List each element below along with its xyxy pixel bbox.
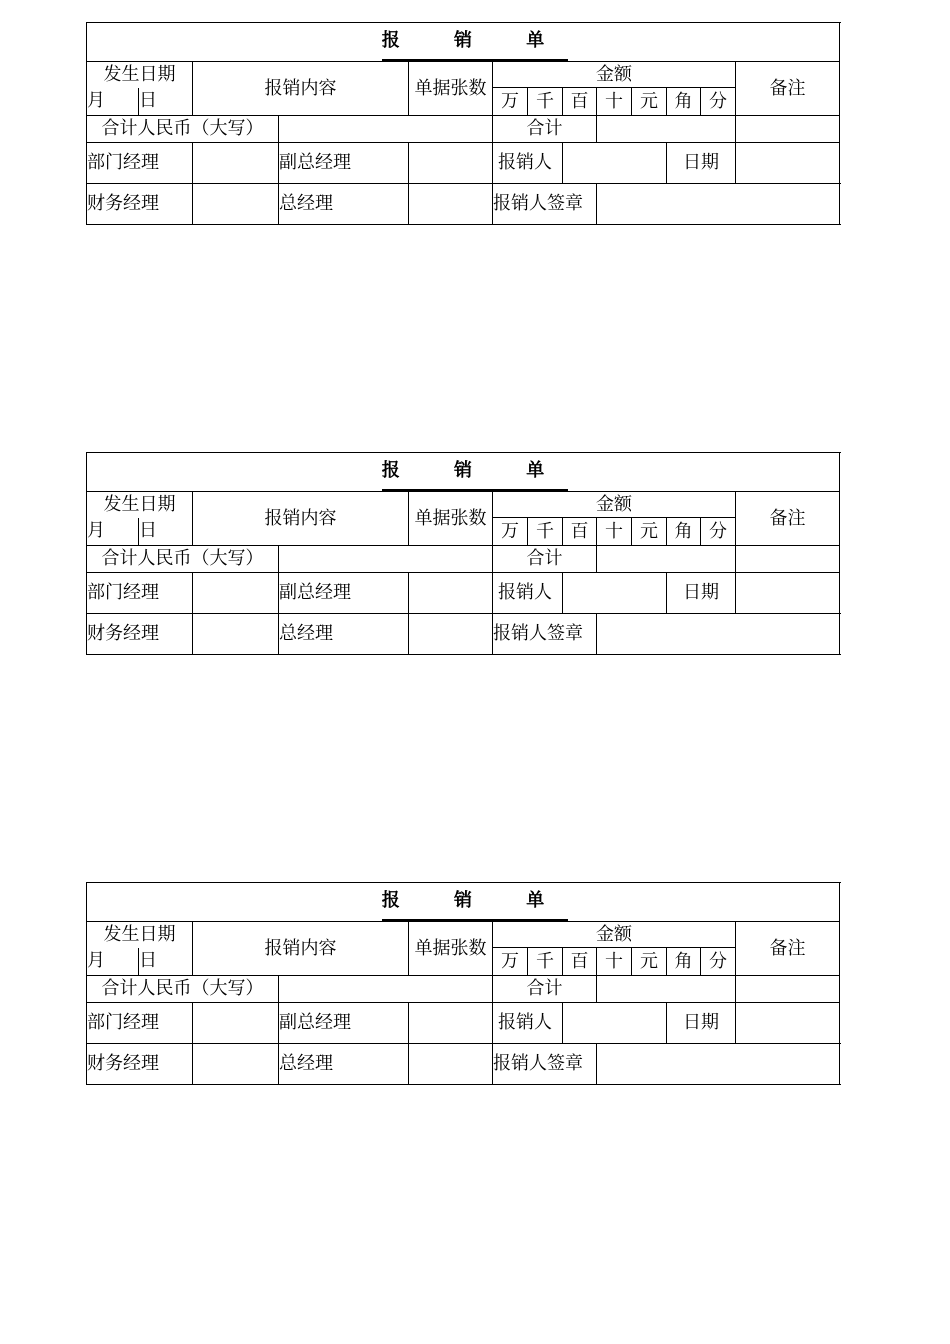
occurrence-date-header: 发生日期 bbox=[87, 62, 193, 88]
amount-header: 金额 bbox=[493, 62, 736, 88]
expense-form bbox=[86, 452, 839, 655]
dept-manager-field[interactable] bbox=[193, 143, 279, 184]
claimant-label: 报销人 bbox=[493, 1003, 563, 1044]
claimant-label: 报销人 bbox=[493, 143, 563, 184]
digit-yuan-header: 元 bbox=[632, 518, 667, 546]
receipts-header: 单据张数 bbox=[409, 922, 493, 976]
total-rmb-label: 合计人民币（大写） bbox=[87, 116, 279, 143]
remark-header: 备注 bbox=[736, 62, 840, 116]
month-header: 月 bbox=[87, 518, 139, 546]
digit-bai-header: 百 bbox=[563, 948, 597, 976]
form-title: 报 销 单 bbox=[87, 453, 840, 492]
finance-manager-label: 财务经理 bbox=[87, 614, 193, 655]
date-label: 日期 bbox=[667, 573, 736, 614]
month-header: 月 bbox=[87, 948, 139, 976]
expense-table bbox=[86, 22, 840, 225]
expense-table bbox=[86, 452, 840, 655]
digit-wan-header: 万 bbox=[493, 948, 528, 976]
total-label: 合计 bbox=[493, 976, 597, 1003]
finance-manager-label: 财务经理 bbox=[87, 1044, 193, 1085]
digit-wan-header: 万 bbox=[493, 88, 528, 116]
form-title: 报 销 单 bbox=[87, 23, 840, 62]
total-rmb-field[interactable] bbox=[279, 546, 493, 573]
date-label: 日期 bbox=[667, 143, 736, 184]
claimant-signature-field[interactable] bbox=[597, 1044, 840, 1085]
deputy-gm-field[interactable] bbox=[409, 143, 493, 184]
deputy-gm-label: 副总经理 bbox=[279, 1003, 409, 1044]
deputy-gm-label: 副总经理 bbox=[279, 143, 409, 184]
expense-form bbox=[86, 22, 839, 225]
dept-manager-field[interactable] bbox=[193, 1003, 279, 1044]
remark-header: 备注 bbox=[736, 492, 840, 546]
expense-table bbox=[86, 882, 840, 1085]
remark-header: 备注 bbox=[736, 922, 840, 976]
digit-qian-header: 千 bbox=[528, 88, 563, 116]
day-header: 日 bbox=[139, 948, 193, 976]
general-manager-label: 总经理 bbox=[279, 614, 409, 655]
form-title: 报 销 单 bbox=[87, 883, 840, 922]
general-manager-field[interactable] bbox=[409, 1044, 493, 1085]
digit-jiao-header: 角 bbox=[667, 518, 701, 546]
digit-qian-header: 千 bbox=[528, 518, 563, 546]
date-field[interactable] bbox=[736, 1003, 840, 1044]
dept-manager-label: 部门经理 bbox=[87, 573, 193, 614]
digit-wan-header: 万 bbox=[493, 518, 528, 546]
claimant-field[interactable] bbox=[563, 1003, 667, 1044]
digit-jiao-header: 角 bbox=[667, 948, 701, 976]
receipts-header: 单据张数 bbox=[409, 62, 493, 116]
expense-form bbox=[86, 882, 839, 1085]
digit-shi-header: 十 bbox=[597, 948, 632, 976]
date-field[interactable] bbox=[736, 573, 840, 614]
claimant-signature-field[interactable] bbox=[597, 614, 840, 655]
total-rmb-label: 合计人民币（大写） bbox=[87, 976, 279, 1003]
total-rmb-label: 合计人民币（大写） bbox=[87, 546, 279, 573]
content-header: 报销内容 bbox=[193, 922, 409, 976]
total-label: 合计 bbox=[493, 546, 597, 573]
claimant-signature-field[interactable] bbox=[597, 184, 840, 225]
deputy-gm-field[interactable] bbox=[409, 1003, 493, 1044]
digit-bai-header: 百 bbox=[563, 518, 597, 546]
digit-fen-header: 分 bbox=[701, 88, 736, 116]
digit-shi-header: 十 bbox=[597, 518, 632, 546]
occurrence-date-header: 发生日期 bbox=[87, 922, 193, 948]
digit-bai-header: 百 bbox=[563, 88, 597, 116]
receipts-header: 单据张数 bbox=[409, 492, 493, 546]
claimant-signature-label: 报销人签章 bbox=[493, 184, 597, 225]
day-header: 日 bbox=[139, 88, 193, 116]
total-label: 合计 bbox=[493, 116, 597, 143]
deputy-gm-field[interactable] bbox=[409, 573, 493, 614]
digit-yuan-header: 元 bbox=[632, 88, 667, 116]
day-header: 日 bbox=[139, 518, 193, 546]
dept-manager-field[interactable] bbox=[193, 573, 279, 614]
digit-shi-header: 十 bbox=[597, 88, 632, 116]
claimant-field[interactable] bbox=[563, 573, 667, 614]
amount-header: 金额 bbox=[493, 492, 736, 518]
occurrence-date-header: 发生日期 bbox=[87, 492, 193, 518]
month-header: 月 bbox=[87, 88, 139, 116]
digit-fen-header: 分 bbox=[701, 518, 736, 546]
finance-manager-field[interactable] bbox=[193, 1044, 279, 1085]
content-header: 报销内容 bbox=[193, 492, 409, 546]
claimant-signature-label: 报销人签章 bbox=[493, 614, 597, 655]
general-manager-field[interactable] bbox=[409, 614, 493, 655]
total-field[interactable] bbox=[597, 976, 736, 1003]
total-field[interactable] bbox=[597, 546, 736, 573]
content-header: 报销内容 bbox=[193, 62, 409, 116]
digit-fen-header: 分 bbox=[701, 948, 736, 976]
digit-jiao-header: 角 bbox=[667, 88, 701, 116]
total-rmb-field[interactable] bbox=[279, 976, 493, 1003]
dept-manager-label: 部门经理 bbox=[87, 143, 193, 184]
general-manager-field[interactable] bbox=[409, 184, 493, 225]
claimant-field[interactable] bbox=[563, 143, 667, 184]
claimant-signature-label: 报销人签章 bbox=[493, 1044, 597, 1085]
total-field[interactable] bbox=[597, 116, 736, 143]
general-manager-label: 总经理 bbox=[279, 1044, 409, 1085]
date-field[interactable] bbox=[736, 143, 840, 184]
digit-qian-header: 千 bbox=[528, 948, 563, 976]
dept-manager-label: 部门经理 bbox=[87, 1003, 193, 1044]
finance-manager-label: 财务经理 bbox=[87, 184, 193, 225]
total-rmb-field[interactable] bbox=[279, 116, 493, 143]
amount-header: 金额 bbox=[493, 922, 736, 948]
deputy-gm-label: 副总经理 bbox=[279, 573, 409, 614]
finance-manager-field[interactable] bbox=[193, 614, 279, 655]
digit-yuan-header: 元 bbox=[632, 948, 667, 976]
finance-manager-field[interactable] bbox=[193, 184, 279, 225]
claimant-label: 报销人 bbox=[493, 573, 563, 614]
date-label: 日期 bbox=[667, 1003, 736, 1044]
general-manager-label: 总经理 bbox=[279, 184, 409, 225]
